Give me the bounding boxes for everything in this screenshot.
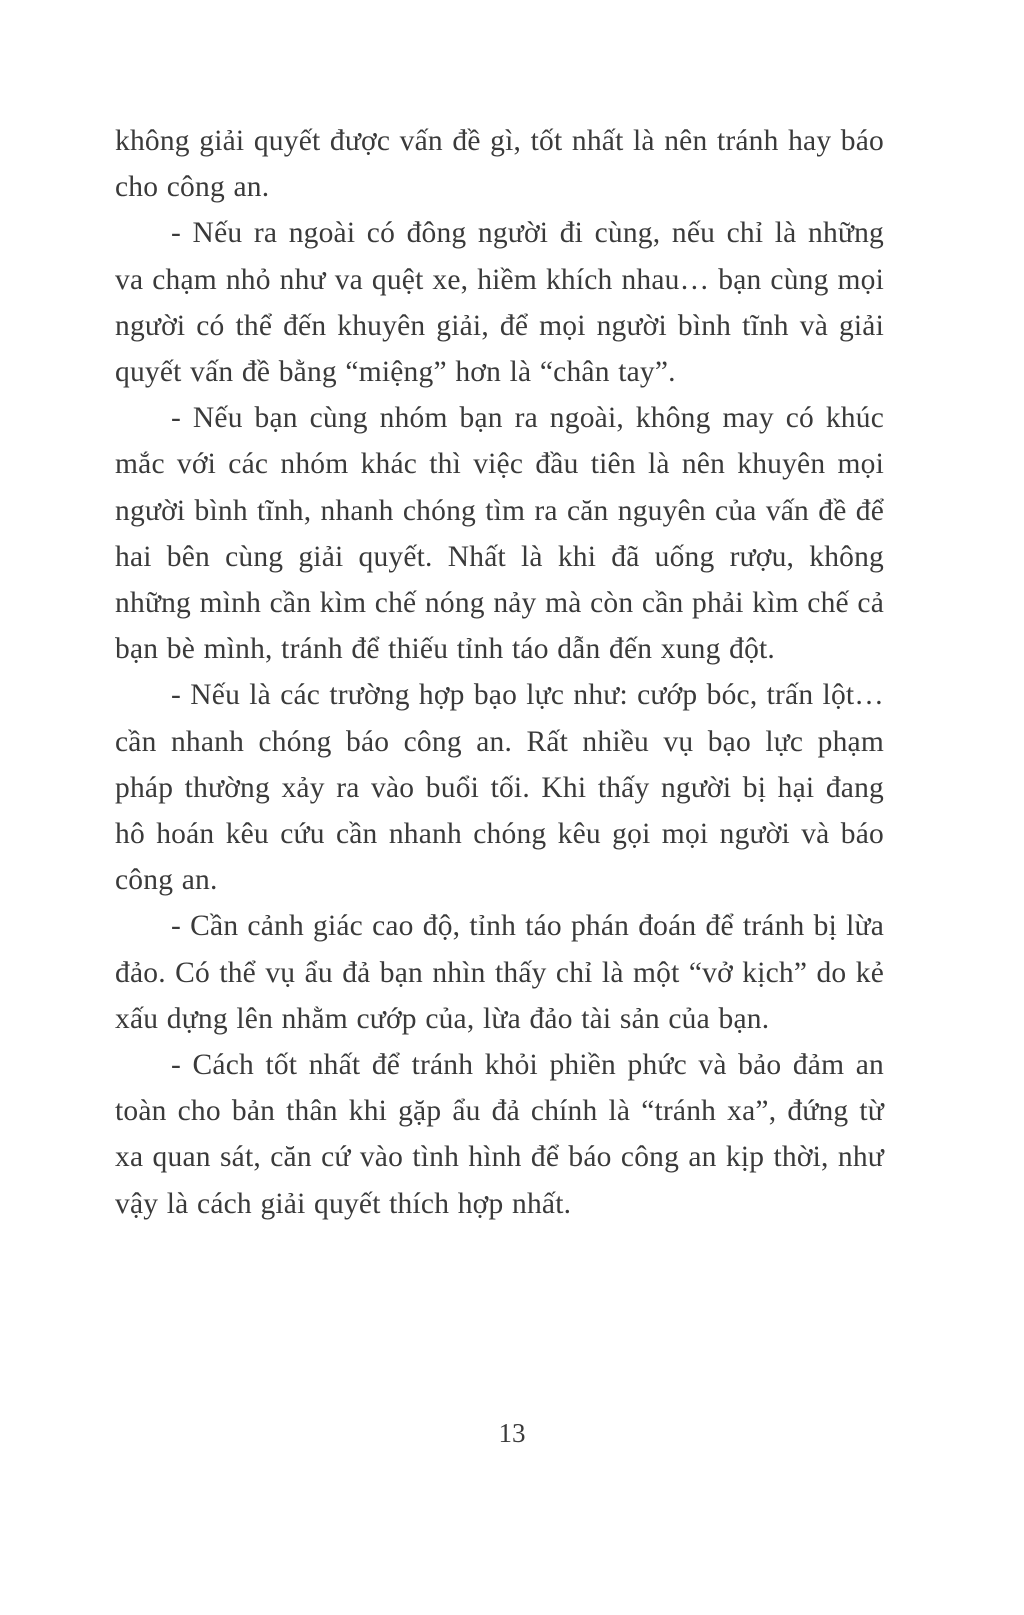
page-number: 13 bbox=[498, 1418, 526, 1448]
paragraph: - Cần cảnh giác cao độ, tỉnh táo phán đoán để tránh bị lừa đảo. Có thể vụ ẩu đả bạn nhìn thấy chỉ là một “vở kịch” do kẻ xấu dựng lên nhằm cướp của, lừa đảo tài sản của bạn. bbox=[115, 910, 884, 1035]
paragraph: không giải quyết được vấn đề gì, tốt nhất là nên tránh hay báo cho công an. bbox=[115, 125, 884, 204]
paragraph: - Nếu bạn cùng nhóm bạn ra ngoài, không may có khúc mắc với các nhóm khác thì việc đầu tiên là nên khuyên mọi người bình tĩnh, nhanh chóng tìm ra căn nguyên của vấn đề để hai bên cùng giải quyết. Nhất là khi đã uống rượu, không những mình cần kìm chế nóng nảy mà còn cần phải kìm chế cả bạn bè mình, tránh để thiếu tỉnh táo dẫn đến xung đột. bbox=[115, 402, 884, 666]
paragraph: - Nếu ra ngoài có đông người đi cùng, nếu chỉ là những va chạm nhỏ như va quệt xe, hiềm khích nhau… bạn cùng mọi người có thể đến khuyên giải, để mọi người bình tĩnh và giải quyết vấn đề bằng “miệng” hơn là “chân tay”. bbox=[115, 217, 884, 389]
paragraph: - Nếu là các trường hợp bạo lực như: cướp bóc, trấn lột… cần nhanh chóng báo công an. Rất nhiều vụ bạo lực phạm pháp thường xảy ra vào buổi tối. Khi thấy người bị hại đang hô hoán kêu cứu cần nhanh chóng kêu gọi mọi người và báo công an. bbox=[115, 679, 884, 897]
paragraph: - Cách tốt nhất để tránh khỏi phiền phức và bảo đảm an toàn cho bản thân khi gặp ẩu đả chính là “tránh xa”, đứng từ xa quan sát, căn cứ vào tình hình để báo công an kịp thời, như vậy là cách giải quyết thích hợp nhất. bbox=[115, 1049, 884, 1220]
